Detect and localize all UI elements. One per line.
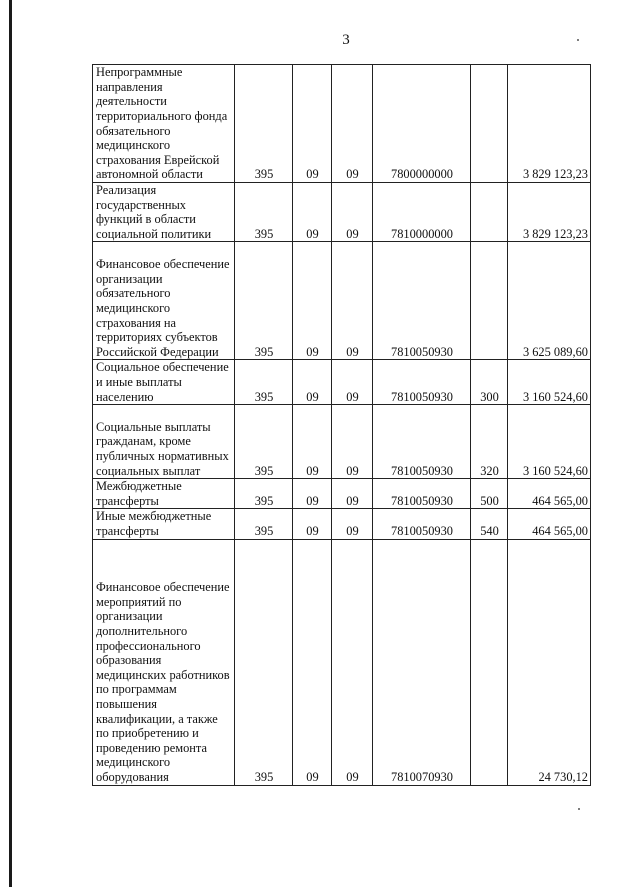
row-expense-type-cell: 540 bbox=[471, 509, 508, 539]
row-target-article-cell: 7810070930 bbox=[373, 539, 471, 785]
row-name-cell: Социальные выплаты гражданам, кроме публичных нормативных социальных выплат bbox=[93, 405, 235, 479]
row-subsection-cell: 09 bbox=[332, 509, 373, 539]
row-section-cell: 09 bbox=[293, 509, 332, 539]
table-row bbox=[93, 539, 591, 785]
table-row bbox=[93, 65, 591, 183]
table-row bbox=[93, 509, 591, 539]
row-subsection-cell: 09 bbox=[332, 65, 373, 183]
row-subsection-cell: 09 bbox=[332, 183, 373, 242]
row-amount-cell: 3 160 524,60 bbox=[508, 405, 591, 479]
table-row bbox=[93, 183, 591, 242]
row-amount-cell: 464 565,00 bbox=[508, 509, 591, 539]
row-section-cell: 09 bbox=[293, 65, 332, 183]
row-subsection-cell: 09 bbox=[332, 479, 373, 509]
row-expense-type-cell bbox=[471, 242, 508, 360]
row-name-cell: Иные межбюджетные трансферты bbox=[93, 509, 235, 539]
row-expense-type-cell: 300 bbox=[471, 360, 508, 405]
row-amount-cell: 3 829 123,23 bbox=[508, 65, 591, 183]
row-target-article-cell: 7800000000 bbox=[373, 65, 471, 183]
row-expense-type-cell bbox=[471, 183, 508, 242]
row-grbs-cell: 395 bbox=[235, 360, 293, 405]
row-section-cell: 09 bbox=[293, 479, 332, 509]
row-grbs-cell: 395 bbox=[235, 479, 293, 509]
budget-table-body bbox=[93, 65, 591, 786]
row-subsection-cell: 09 bbox=[332, 242, 373, 360]
row-grbs-cell: 395 bbox=[235, 539, 293, 785]
table-row bbox=[93, 242, 591, 360]
row-expense-type-cell bbox=[471, 539, 508, 785]
row-amount-cell: 3 160 524,60 bbox=[508, 360, 591, 405]
row-subsection-cell: 09 bbox=[332, 360, 373, 405]
row-amount-cell: 3 829 123,23 bbox=[508, 183, 591, 242]
row-name-cell: Межбюджетные трансферты bbox=[93, 479, 235, 509]
row-target-article-cell: 7810050930 bbox=[373, 509, 471, 539]
row-grbs-cell: 395 bbox=[235, 405, 293, 479]
row-section-cell: 09 bbox=[293, 183, 332, 242]
row-grbs-cell: 395 bbox=[235, 242, 293, 360]
row-expense-type-cell: 320 bbox=[471, 405, 508, 479]
table-row bbox=[93, 405, 591, 479]
row-name-cell: Финансовое обеспечение организации обязательного медицинского страхования на территориях субъектов Российской Федерации bbox=[93, 242, 235, 360]
row-target-article-cell: 7810050930 bbox=[373, 405, 471, 479]
row-target-article-cell: 7810050930 bbox=[373, 360, 471, 405]
table-row bbox=[93, 360, 591, 405]
row-grbs-cell: 395 bbox=[235, 183, 293, 242]
row-target-article-cell: 7810050930 bbox=[373, 479, 471, 509]
row-expense-type-cell bbox=[471, 65, 508, 183]
row-name-cell: Реализация государственных функций в области социальной политики bbox=[93, 183, 235, 242]
row-grbs-cell: 395 bbox=[235, 65, 293, 183]
page-number: 3 bbox=[342, 32, 350, 48]
budget-table bbox=[92, 64, 591, 786]
row-section-cell: 09 bbox=[293, 539, 332, 785]
row-target-article-cell: 7810000000 bbox=[373, 183, 471, 242]
row-amount-cell: 24 730,12 bbox=[508, 539, 591, 785]
scan-speck bbox=[578, 808, 580, 810]
scan-speck bbox=[577, 39, 579, 41]
row-amount-cell: 3 625 089,60 bbox=[508, 242, 591, 360]
row-name-cell: Финансовое обеспечение мероприятий по организации дополнительного профессионального образования медицинских работников по программам повышения квалификации, а также по приобретению и проведению ремонта медицинского оборудования bbox=[93, 539, 235, 785]
row-section-cell: 09 bbox=[293, 405, 332, 479]
row-grbs-cell: 395 bbox=[235, 509, 293, 539]
row-amount-cell: 464 565,00 bbox=[508, 479, 591, 509]
row-name-cell: Непрограммные направления деятельности территориального фонда обязательного медицинского страхования Еврейской автономной области bbox=[93, 65, 235, 183]
row-name-cell: Социальное обеспечение и иные выплаты населению bbox=[93, 360, 235, 405]
row-section-cell: 09 bbox=[293, 242, 332, 360]
row-subsection-cell: 09 bbox=[332, 539, 373, 785]
row-subsection-cell: 09 bbox=[332, 405, 373, 479]
page-edge-bar bbox=[9, 0, 12, 887]
table-row bbox=[93, 479, 591, 509]
row-expense-type-cell: 500 bbox=[471, 479, 508, 509]
row-section-cell: 09 bbox=[293, 360, 332, 405]
row-target-article-cell: 7810050930 bbox=[373, 242, 471, 360]
